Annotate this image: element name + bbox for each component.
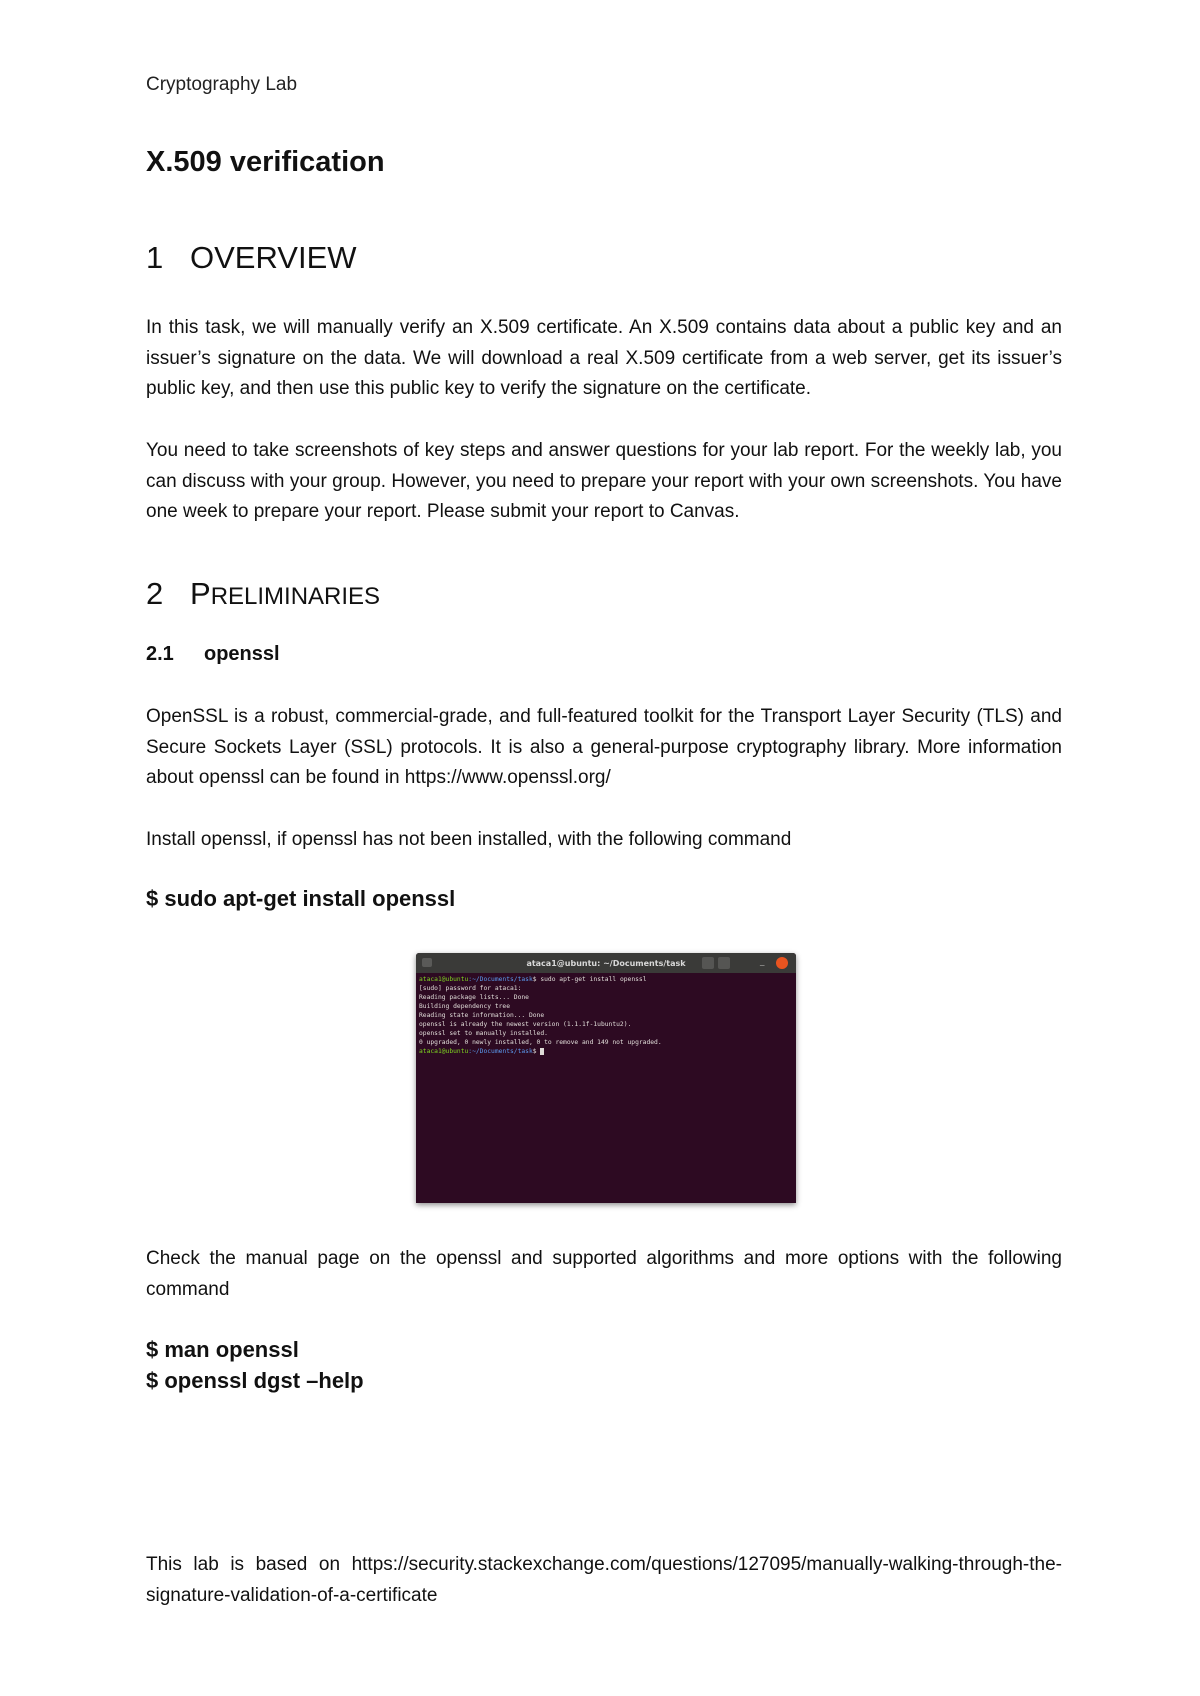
overview-paragraph-2: You need to take screenshots of key steps and answer questions for your lab report. For the weekly lab, you can discuss with your group. However, you need to prepare your report with your own screenshots. You have one week to prepare your report. Please submit your report to Canvas. [146, 440, 1062, 522]
openssl-description: OpenSSL is a robust, commercial-grade, and full-featured toolkit for the Transport Layer Security (TLS) and Secure Sockets Layer (SSL) protocols. It is also a general-purpose cryptography library. More information about openssl can be found in https://www.openssl.org/ [146, 706, 1062, 788]
help-command: $ openssl dgst –help [146, 1368, 364, 1393]
terminal-line: [sudo] password for ataca1: [419, 985, 522, 992]
section-1-title: OVERVIEW [190, 240, 357, 275]
terminal-tab-icon [422, 958, 432, 967]
prompt-user: ataca1@ubuntu [419, 1048, 469, 1055]
section-2-title-rest: RELIMINARIES [210, 583, 381, 610]
terminal-title: ataca1@ubuntu: ~/Documents/task [526, 958, 686, 968]
prompt-symbol: $ [532, 976, 541, 983]
terminal-output [416, 973, 796, 1058]
terminal-titlebar [416, 953, 796, 973]
man-command: $ man openssl [146, 1337, 299, 1362]
subsection-2-1-title: openssl [204, 643, 280, 665]
prompt-path: :~/Documents/task [468, 976, 533, 983]
footer-reference: This lab is based on https://security.stackexchange.com/questions/127095/manually-walking-through-the-signature-validation-of-a-certificate [146, 1554, 1062, 1606]
overview-paragraph-1: In this task, we will manually verify an X.509 certificate. An X.509 contains data about a public key and an issuer’s signature on the data. We will download a real X.509 certificate from a web server, get its issuer’s public key, and then use this public key to verify the signature on the certificate. [146, 317, 1062, 399]
terminal-line: Reading package lists... Done [419, 994, 529, 1001]
terminal-final-prompt [419, 1047, 793, 1056]
install-instruction: Install openssl, if openssl has not been installed, with the following command [146, 829, 792, 850]
prompt-user: ataca1@ubuntu [419, 976, 469, 983]
close-icon [776, 957, 788, 969]
minimize-icon: _ [760, 957, 765, 966]
section-2-heading [146, 576, 380, 612]
terminal-command: sudo apt-get install openssl [540, 976, 647, 983]
prompt-symbol: $ [532, 1048, 541, 1055]
terminal-line: openssl set to manually installed. [419, 1030, 548, 1037]
subsection-2-1-number: 2.1 [146, 643, 174, 665]
prompt-path: :~/Documents/task [468, 1048, 533, 1055]
terminal-cursor [540, 1048, 544, 1055]
section-1-heading [146, 240, 357, 276]
terminal-line: 0 upgraded, 0 newly installed, 0 to remove and 149 not upgraded. [419, 1039, 662, 1046]
terminal-line: Reading state information... Done [419, 1012, 545, 1019]
terminal-line: openssl is already the newest version (1.1.1f-1ubuntu2). [419, 1021, 632, 1028]
terminal-command-line [419, 975, 793, 984]
install-command: $ sudo apt-get install openssl [146, 886, 456, 911]
terminal-screenshot [416, 953, 796, 1203]
subsection-2-1-heading [146, 643, 280, 666]
terminal-line: Building dependency tree [419, 1003, 510, 1010]
running-header: Cryptography Lab [146, 74, 298, 95]
section-2-title-initial: P [190, 576, 211, 611]
document-title: X.509 verification [146, 146, 385, 178]
section-2-number: 2 [146, 576, 164, 611]
search-icon [702, 957, 714, 969]
section-1-number: 1 [146, 240, 164, 275]
manual-instruction: Check the manual page on the openssl and supported algorithms and more options with the following command [146, 1248, 1062, 1300]
hamburger-icon [718, 957, 730, 969]
